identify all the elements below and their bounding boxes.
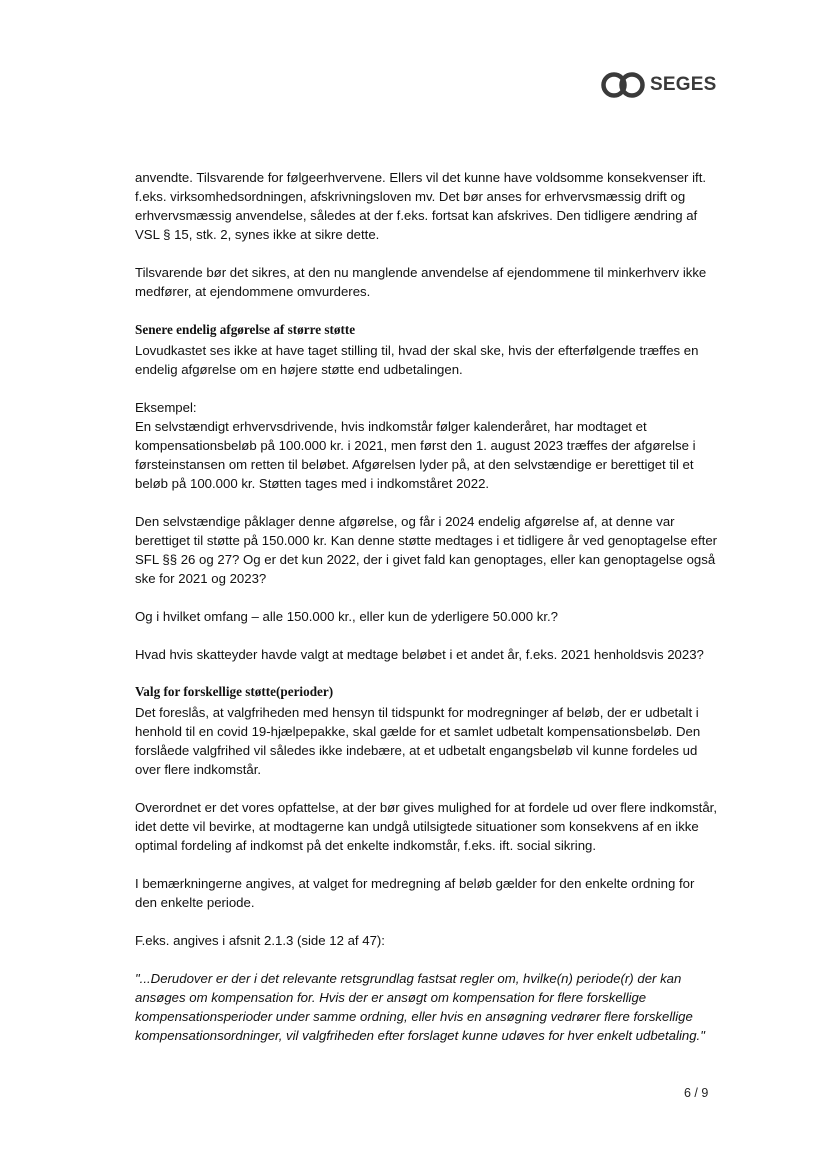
paragraph-7: Hvad hvis skatteyder havde valgt at medtage beløbet i et andet år, f.eks. 2021 henholdsvis 2023? [135, 647, 704, 662]
page-number: 6 / 9 [684, 1086, 709, 1100]
paragraph-3: Lovudkastet ses ikke at have taget stilling til, hvad der skal ske, hvis der efterfølgende træffes en endelig afgørelse om en højere støtte end udbetalingen. [135, 343, 699, 377]
paragraph-8: Det foreslås, at valgfriheden med hensyn til tidspunkt for modregninger af beløb, der er udbetalt i henhold til en covid 19-hjælpepakke, skal gælde for et samlet udbetalt kompensationsbeløb. Den forslåede valgfrihed vil således ikke indebære, at et udbetalt engangsbeløb vil kunne fordeles ud over flere indkomstår. [135, 705, 701, 777]
quote-block: "...Derudover er der i det relevante retsgrundlag fastsat regler om, hvilke(n) periode(r) der kan ansøges om kompensation for. Hvis der er ansøgt om kompensation for flere forskellige kompensationsperioder under samme ordning, eller hvis en ansøgning vedrører flere forskellige kompensationsordninger, vil valgfriheden efter forslaget kunne udøves for hver enkelt udbetaling." [135, 971, 705, 1043]
paragraph-5: Den selvstændige påklager denne afgørelse, og får i 2024 endelig afgørelse af, at denne var berettiget til støtte på 150.000 kr. Kan denne støtte medtages i et tidligere år ved genoptagelse efter SFL §§ 26 og 27? Og er det kun 2022, der i givet fald kan genoptages, eller kan genoptagelse også ske for 2021 og 2023? [135, 514, 718, 586]
paragraph-4: En selvstændigt erhvervsdrivende, hvis indkomstår følger kalenderåret, har modtaget et kompensationsbeløb på 100.000 kr. i 2021, men først den 1. august 2023 træffes der afgørelse i førsteinstansen om retten til beløbet. Afgørelsen lyder på, at den selvstændige er berettiget til et beløb på 100.000 kr. Støtten tages med i indkomståret 2022. [135, 419, 696, 491]
section-heading-later-decision: Senere endelig afgørelse af større støtte [135, 322, 356, 337]
example-label: Eksempel: [135, 400, 197, 415]
paragraph-10: I bemærkningerne angives, at valget for medregning af beløb gælder for den enkelte ordning for den enkelte periode. [135, 876, 695, 910]
paragraph-9: Overordnet er det vores opfattelse, at der bør gives mulighed for at fordele ud over flere indkomstår, idet dette vil bevirke, at modtagerne kan undgå utilsigtede situationer som konsekvens af en ikke optimal fordeling af indkomst på det enkelte indkomstår, f.eks. ift. social sikring. [135, 800, 718, 853]
paragraph-6: Og i hvilket omfang – alle 150.000 kr., eller kun de yderligere 50.000 kr.? [135, 609, 558, 624]
seges-logo [600, 72, 716, 98]
logo-text: SEGES [650, 74, 717, 95]
paragraph-11: F.eks. angives i afsnit 2.1.3 (side 12 af 47): [135, 933, 385, 948]
paragraph-2: Tilsvarende bør det sikres, at den nu manglende anvendelse af ejendommene til minkerhverv ikke medfører, at ejendommene omvurderes. [135, 265, 707, 299]
seges-emblem-icon [600, 72, 646, 98]
paragraph-1: anvendte. Tilsvarende for følgeerhvervene. Ellers vil det kunne have voldsomme konsekvenser ift. f.eks. virksomhedsordningen, afskrivningsloven mv. Det bør anses for erhvervsmæssig drift og erhvervsmæssig anvendelse, således at der f.eks. fortsat kan afskrives. Den tidligere ændring af VSL § 15, stk. 2, synes ikke at sikre dette. [135, 170, 707, 242]
document-body [135, 168, 719, 1064]
section-heading-choice-periods: Valg for forskellige støtte(perioder) [135, 684, 334, 699]
